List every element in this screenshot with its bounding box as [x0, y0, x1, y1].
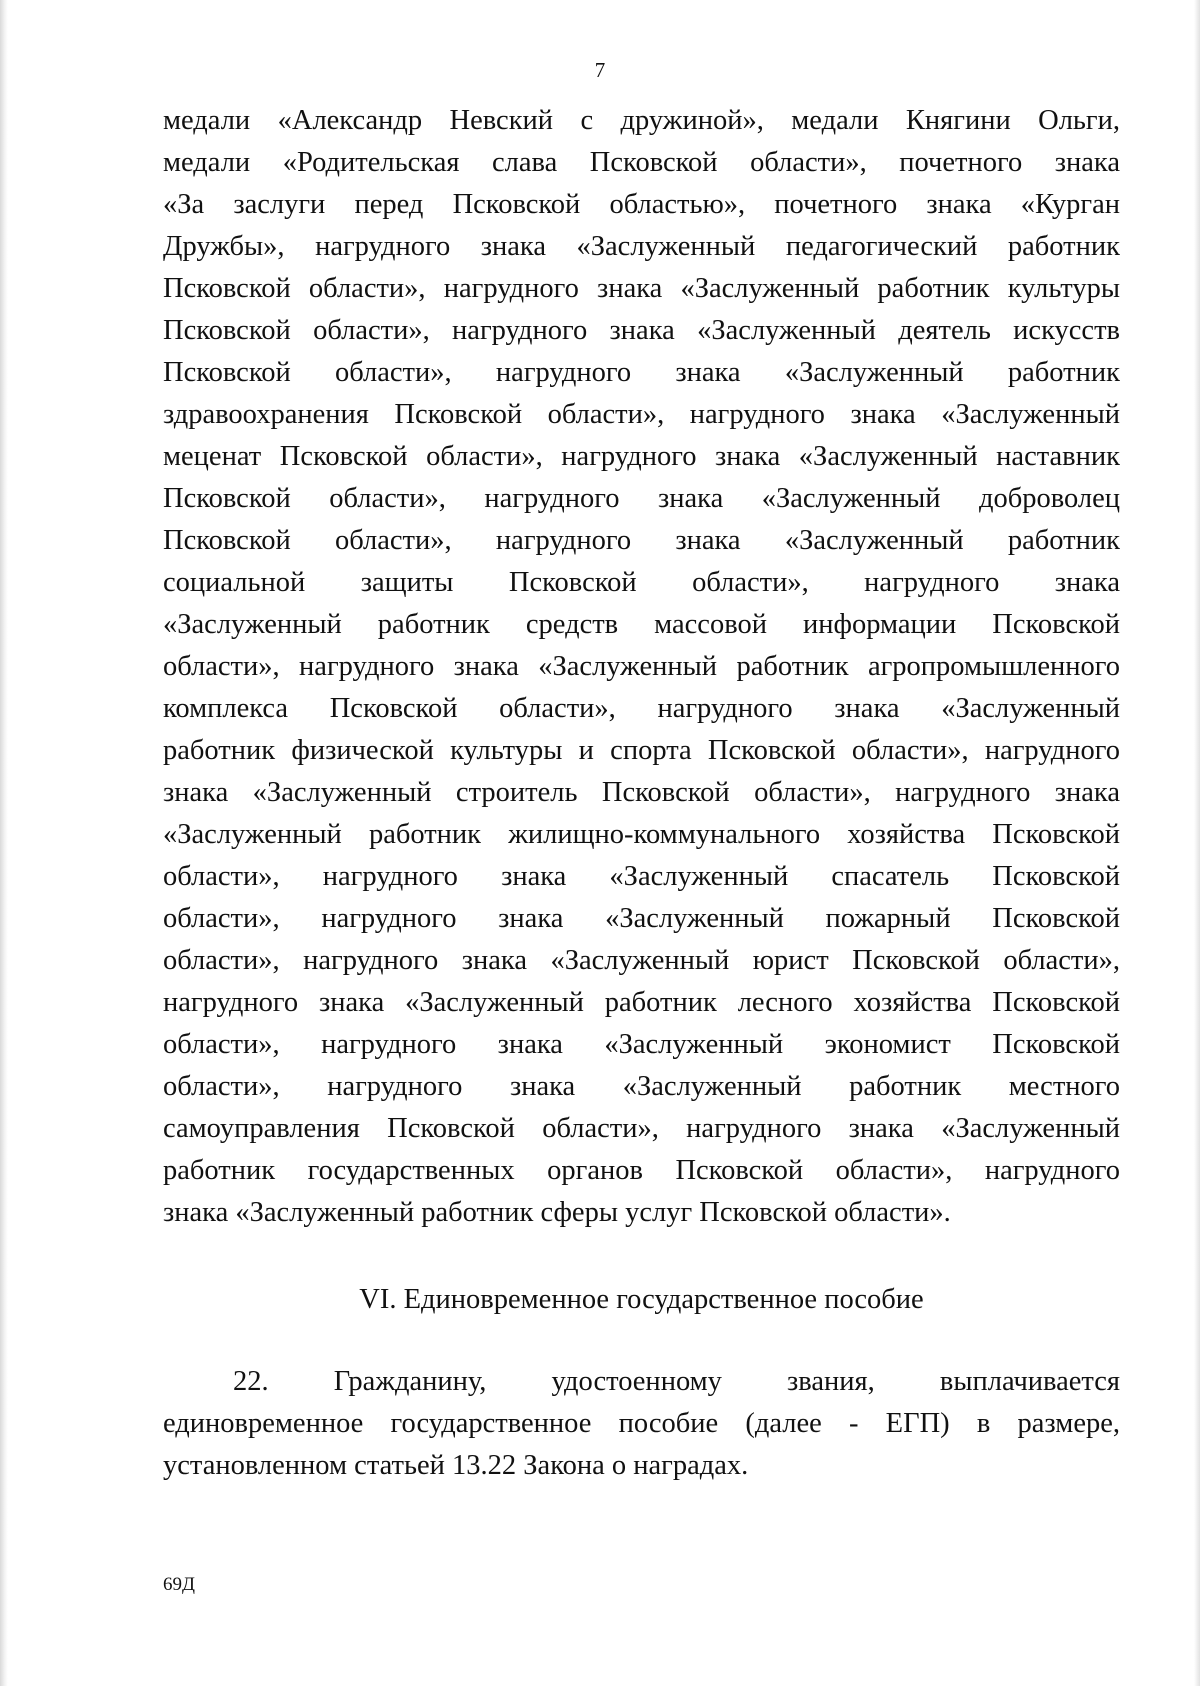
body-line: социальной защиты Псковской области», нагрудного знака	[163, 567, 1120, 598]
body-line: знака «Заслуженный строитель Псковской области», нагрудного знака	[163, 777, 1120, 808]
body-line: области», нагрудного знака «Заслуженный экономист Псковской	[163, 1029, 1120, 1060]
body-line: области», нагрудного знака «Заслуженный работник агропромышленного	[163, 651, 1120, 682]
body-line: знака «Заслуженный работник сферы услуг Псковской области».	[163, 1197, 951, 1228]
body-line: области», нагрудного знака «Заслуженный юрист Псковской области»,	[163, 945, 1120, 976]
paragraph-line: 22. Гражданину, удостоенному звания, выплачивается	[233, 1366, 1120, 1397]
body-line: Псковской области», нагрудного знака «Заслуженный работник	[163, 525, 1120, 556]
paragraph-22	[163, 1361, 1120, 1487]
body-line: «Заслуженный работник средств массовой информации Псковской	[163, 609, 1120, 640]
body-line: Псковской области», нагрудного знака «Заслуженный работник культуры	[163, 273, 1120, 304]
body-line: медали «Родительская слава Псковской области», почетного знака	[163, 147, 1120, 178]
section-heading: VI. Единовременное государственное пособие	[359, 1284, 924, 1315]
body-line: Псковской области», нагрудного знака «Заслуженный деятель искусств	[163, 315, 1120, 346]
body-line: Дружбы», нагрудного знака «Заслуженный педагогический работник	[163, 231, 1120, 262]
body-line: медали «Александр Невский с дружиной», медали Княгини Ольги,	[163, 105, 1120, 136]
scan-edge-left	[0, 0, 8, 1686]
body-line: работник физической культуры и спорта Псковской области», нагрудного	[163, 735, 1120, 766]
body-line: области», нагрудного знака «Заслуженный пожарный Псковской	[163, 903, 1120, 934]
body-line: «Заслуженный работник жилищно-коммунального хозяйства Псковской	[163, 819, 1120, 850]
body-line: «За заслуги перед Псковской областью», почетного знака «Курган	[163, 189, 1120, 220]
body-line: области», нагрудного знака «Заслуженный спасатель Псковской	[163, 861, 1120, 892]
body-line: здравоохранения Псковской области», нагрудного знака «Заслуженный	[163, 399, 1120, 430]
paragraph-line: единовременное государственное пособие (далее - ЕГП) в размере,	[163, 1408, 1120, 1439]
body-line: области», нагрудного знака «Заслуженный работник местного	[163, 1071, 1120, 1102]
body-line: нагрудного знака «Заслуженный работник лесного хозяйства Псковской	[163, 987, 1120, 1018]
body-line: Псковской области», нагрудного знака «Заслуженный работник	[163, 357, 1120, 388]
body-text	[163, 100, 1120, 1234]
body-line: работник государственных органов Псковской области», нагрудного	[163, 1155, 1120, 1186]
body-line: меценат Псковской области», нагрудного знака «Заслуженный наставник	[163, 441, 1120, 472]
body-line: самоуправления Псковской области», нагрудного знака «Заслуженный	[163, 1113, 1120, 1144]
body-line: Псковской области», нагрудного знака «Заслуженный доброволец	[163, 483, 1120, 514]
scan-edge-right	[1194, 0, 1200, 1686]
paragraph-line: установленном статьей 13.22 Закона о наградах.	[163, 1450, 749, 1481]
footer-code: 69Д	[163, 1574, 195, 1595]
body-line: комплекса Псковской области», нагрудного знака «Заслуженный	[163, 693, 1120, 724]
page-number: 7	[594, 58, 606, 82]
